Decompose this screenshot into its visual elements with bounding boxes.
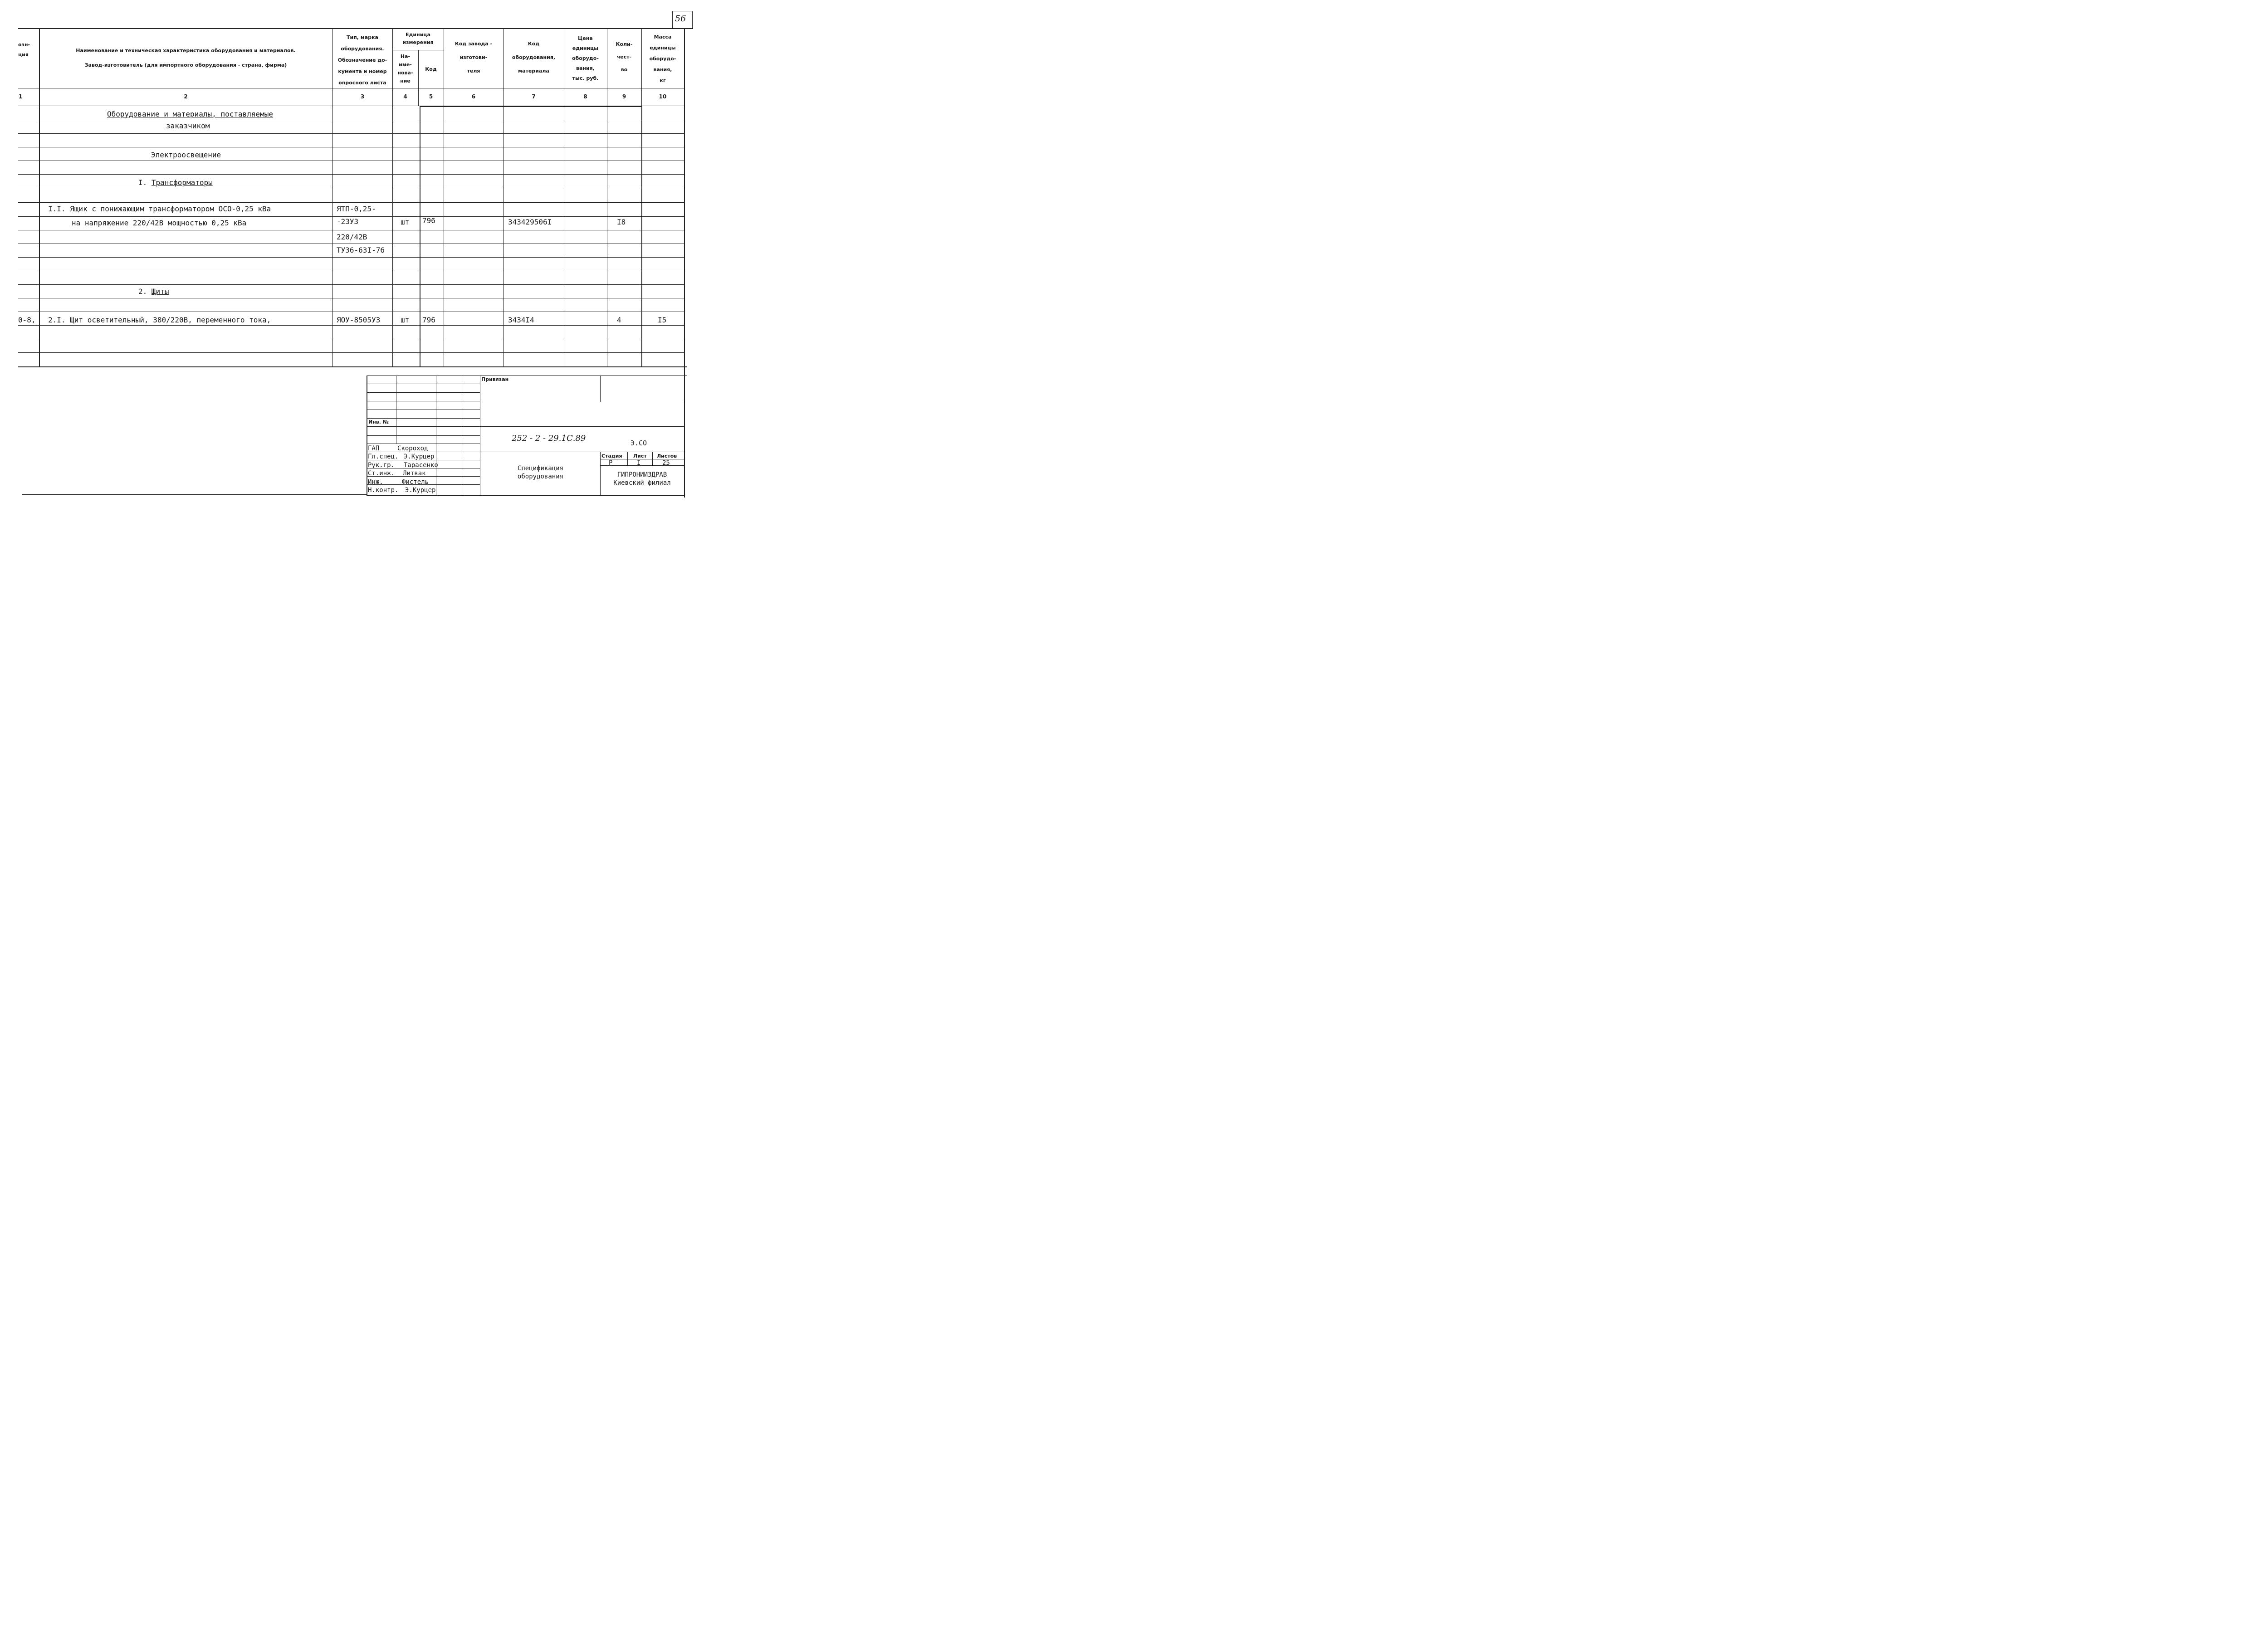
section-title-line2: заказчиком — [166, 122, 210, 130]
sheets-label: Листов — [657, 453, 677, 459]
item1-type-line1: ЯТП-0,25- — [337, 205, 376, 213]
document-title: Спецификация оборудования — [517, 465, 564, 480]
staff-name-5: Фистель — [402, 478, 429, 486]
right-frame-line — [684, 28, 685, 498]
item2-unit-code: 796 — [422, 316, 435, 324]
item2-unit: шт — [401, 316, 410, 324]
row-line — [18, 133, 684, 134]
privyazan-label: Привязан — [481, 376, 509, 382]
page-number: 56 — [675, 14, 686, 24]
header-position: озн- ция — [18, 42, 30, 58]
inventory-number-label: Инв. № — [368, 419, 389, 425]
column-number: 4 — [403, 93, 407, 100]
stage-value: Р — [609, 459, 613, 467]
row-line — [18, 202, 684, 203]
col-sep-6 — [503, 28, 504, 366]
header-unit: Единица измерения — [402, 32, 434, 45]
staff-name-4: Литвак — [403, 470, 426, 477]
item1-equipment-code: 343429506I — [508, 218, 552, 226]
staff-name-3: Тарасенко — [404, 462, 438, 469]
organization: ГИПРОНИИЗДРАВ Киевский филиал — [613, 471, 671, 487]
item1-quantity: I8 — [617, 218, 626, 226]
item1-unit-code: 796 — [422, 216, 435, 225]
staff-role-3: Рук.гр. — [368, 462, 395, 469]
boxed-region-right — [641, 106, 642, 366]
column-number: 5 — [429, 93, 433, 100]
column-number: 1 — [18, 93, 23, 100]
row-line — [18, 174, 684, 175]
title-block — [367, 376, 684, 495]
item2-quantity: 4 — [617, 316, 621, 324]
row-fragment-left: 0-8, — [18, 316, 36, 324]
column-number: 6 — [471, 93, 476, 100]
stage-label: Стадия — [601, 453, 622, 459]
group-title-panels: 2. Щиты — [138, 287, 169, 296]
column-number: 7 — [532, 93, 536, 100]
item1-type-line3: 220/42В — [337, 233, 367, 241]
header-unit-code: Код — [425, 66, 437, 72]
item1-type-line4: ТУ36-63I-76 — [337, 246, 385, 254]
row-line — [18, 257, 684, 258]
boxed-region-top — [420, 106, 642, 107]
column-number: 3 — [360, 93, 365, 100]
column-number: 2 — [184, 93, 188, 100]
page-number-box-left — [672, 11, 673, 28]
header-mass: Масса единицы оборудо- вания, кг — [649, 34, 676, 83]
header-name: Наименование и техническая характеристика оборудования и материалов. Завод-изготовитель (для импортного оборудования - страна, фирма) — [76, 48, 296, 68]
row-line — [18, 325, 684, 326]
column-number: 10 — [659, 93, 667, 100]
staff-name-1: Скороход — [397, 445, 428, 452]
item2-equipment-code: 3434I4 — [508, 316, 534, 324]
staff-name-6: Э.Курцер — [405, 487, 436, 494]
staff-role-4: Ст.инж. — [368, 470, 395, 477]
header-factory-code: Код завода - изготови- теля — [455, 41, 493, 74]
sheet-code: Э.СО — [631, 439, 647, 447]
header-unit-name: На- име- нова- ние — [397, 54, 413, 84]
header-price: Цена единицы оборудо- вания, тыс. руб. — [572, 35, 599, 81]
bottom-frame-line — [22, 494, 367, 495]
document-code: 252 - 2 - 29.1С.89 — [512, 434, 586, 443]
sheet-value: I — [637, 459, 641, 467]
col-sep-1 — [39, 28, 40, 366]
row-line — [18, 284, 684, 285]
item1-unit: шт — [401, 218, 410, 226]
table-bottom-border — [18, 366, 687, 367]
staff-role-2: Гл.спец. — [368, 453, 399, 460]
item1-name-line1: I.I. Ящик с понижающим трансформатором ОСО-0,25 кВа — [48, 205, 271, 213]
item1-type-line2: -23У3 — [337, 217, 359, 226]
page-number-box-right — [692, 11, 693, 28]
sheets-value: 25 — [662, 459, 670, 467]
header-quantity: Коли- чест- во — [616, 41, 633, 73]
section-title-line1: Оборудование и материалы, поставляемые — [107, 110, 274, 118]
item2-type: ЯОУ-8505У3 — [337, 316, 381, 324]
sheet-label: Лист — [633, 453, 647, 459]
row-line — [18, 352, 684, 353]
column-number: 9 — [622, 93, 626, 100]
staff-name-2: Э.Курцер — [404, 453, 435, 460]
item1-name-line2: на напряжение 220/42В мощностью 0,25 кВа — [72, 219, 247, 227]
header-type: Тип, марка оборудования. Обозначение до- кумента и номер опросного листа — [337, 34, 387, 86]
staff-role-1: ГАП — [368, 445, 380, 452]
item2-mass: I5 — [658, 316, 667, 324]
item2-name-line1: 2.I. Щит осветительный, 380/220В, переменного тока, — [48, 316, 271, 324]
staff-role-5: Инж. — [368, 478, 383, 486]
subsection-title: Электроосвещение — [151, 151, 221, 159]
staff-role-6: Н.контр. — [368, 487, 399, 494]
table-top-border — [18, 28, 693, 29]
row-line — [18, 216, 684, 217]
column-number: 8 — [583, 93, 587, 100]
group-title-transformers: I. Трансформаторы — [138, 178, 213, 187]
header-equipment-code: Код оборудования, материала — [512, 41, 556, 74]
